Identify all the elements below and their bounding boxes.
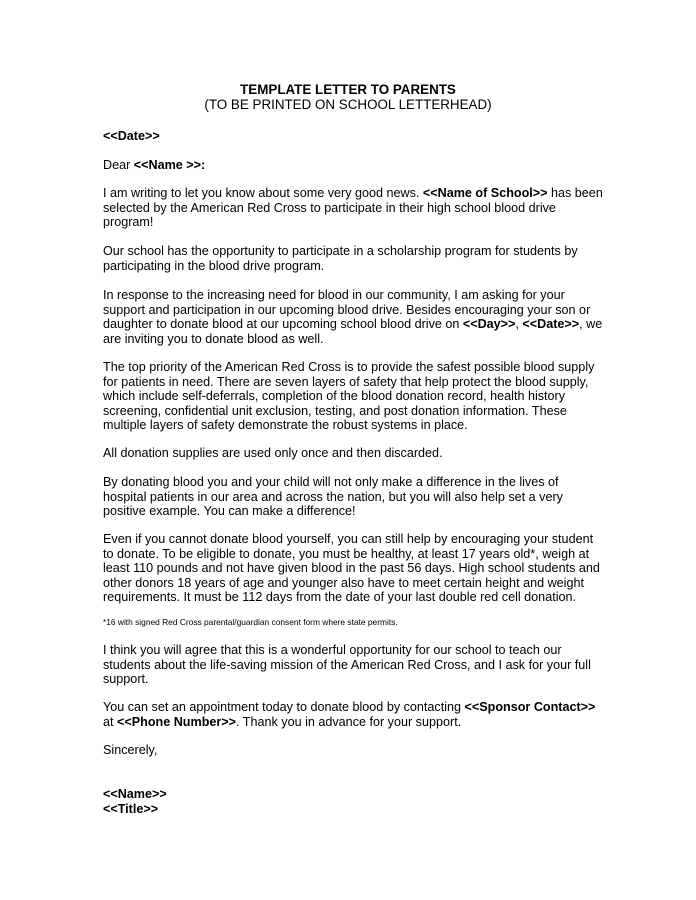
paragraph-8: I think you will agree that this is a wonderful opportunity for our school to teach our students about the life-saving mission of the American Red Cross, and I ask for your full support. bbox=[103, 643, 591, 687]
school-name-placeholder: <<Name of School>> bbox=[422, 186, 548, 200]
p9-text-a: You can set an appointment today to donate blood by contacting bbox=[103, 700, 465, 714]
signer-name-placeholder: <<Name>> bbox=[103, 787, 167, 801]
paragraph-3 bbox=[103, 288, 603, 346]
closing: Sincerely, bbox=[103, 743, 158, 757]
date-placeholder: <<Date>> bbox=[103, 129, 160, 143]
salutation bbox=[103, 158, 603, 173]
salutation-dear: Dear bbox=[103, 158, 134, 172]
p3-text-a: In response to the increasing need for blood in our community, I am asking for your support and participation in our upcoming blood drive. Besides encouraging your son or daughter to donate blood at our upcoming school blood drive on bbox=[103, 288, 591, 332]
signer-title-placeholder: <<Title>> bbox=[103, 801, 159, 816]
paragraph-6: By donating blood you and your child will not only make a difference in the lives of hospital patients in our area and across the nation, but you will also help set a very positive example. You can make a difference! bbox=[103, 475, 563, 519]
p9-line-1 bbox=[103, 700, 603, 715]
letter-title: TEMPLATE LETTER TO PARENTS bbox=[240, 82, 456, 97]
p9-text-b: . Thank you in advance for your support. bbox=[236, 714, 462, 729]
sponsor-contact-placeholder: <<Sponsor Contact>> bbox=[464, 700, 596, 714]
paragraph-5: All donation supplies are used only once and then discarded. bbox=[103, 446, 443, 460]
paragraph-9 bbox=[103, 700, 603, 729]
p9-line-2 bbox=[103, 715, 603, 730]
phone-number-placeholder: <<Phone Number>> bbox=[117, 714, 236, 729]
footnote: *16 with signed Red Cross parental/guardian consent form where state permits. bbox=[103, 617, 398, 627]
recipient-name-placeholder: <<Name >>: bbox=[133, 158, 206, 172]
drive-date-placeholder: <<Date>> bbox=[522, 317, 580, 332]
date-line bbox=[103, 129, 603, 144]
p1-text-b: has been selected by the American Red Cross to participate in their high school blood drive program! bbox=[103, 186, 603, 230]
letter-subtitle: (TO BE PRINTED ON SCHOOL LETTERHEAD) bbox=[204, 97, 492, 112]
signature-block bbox=[103, 787, 603, 816]
paragraph-4: The top priority of the American Red Cross is to provide the safest possible blood supply for patients in need. There are seven layers of safety that help protect the blood supply, which include self-deferrals, completion of the blood donation record, health history screening, confidential unit exclusion, testing, and post donation information. These multiple layers of safety demonstrate the robust systems in place. bbox=[103, 360, 595, 433]
paragraph-7: Even if you cannot donate blood yourself, you can still help by encouraging your student to donate. To be eligible to donate, you must be healthy, at least 17 years old*, weigh at least 110 pounds and not have given blood in the past 56 days. High school students and other donors 18 years of age and younger also have to meet certain height and weight requirements. It must be 112 days from the date of your last double red cell donation. bbox=[103, 532, 600, 605]
p3-sep: , bbox=[515, 317, 523, 332]
p9-text-at: at bbox=[103, 714, 118, 729]
p1-text-a: I am writing to let you know about some very good news. bbox=[103, 186, 423, 200]
paragraph-2: Our school has the opportunity to participate in a scholarship program for students by participating in the blood drive program. bbox=[103, 244, 578, 273]
paragraph-1 bbox=[103, 186, 603, 230]
day-placeholder: <<Day>> bbox=[462, 317, 516, 332]
p3-text-b: , we are inviting you to donate blood as well. bbox=[103, 317, 603, 346]
